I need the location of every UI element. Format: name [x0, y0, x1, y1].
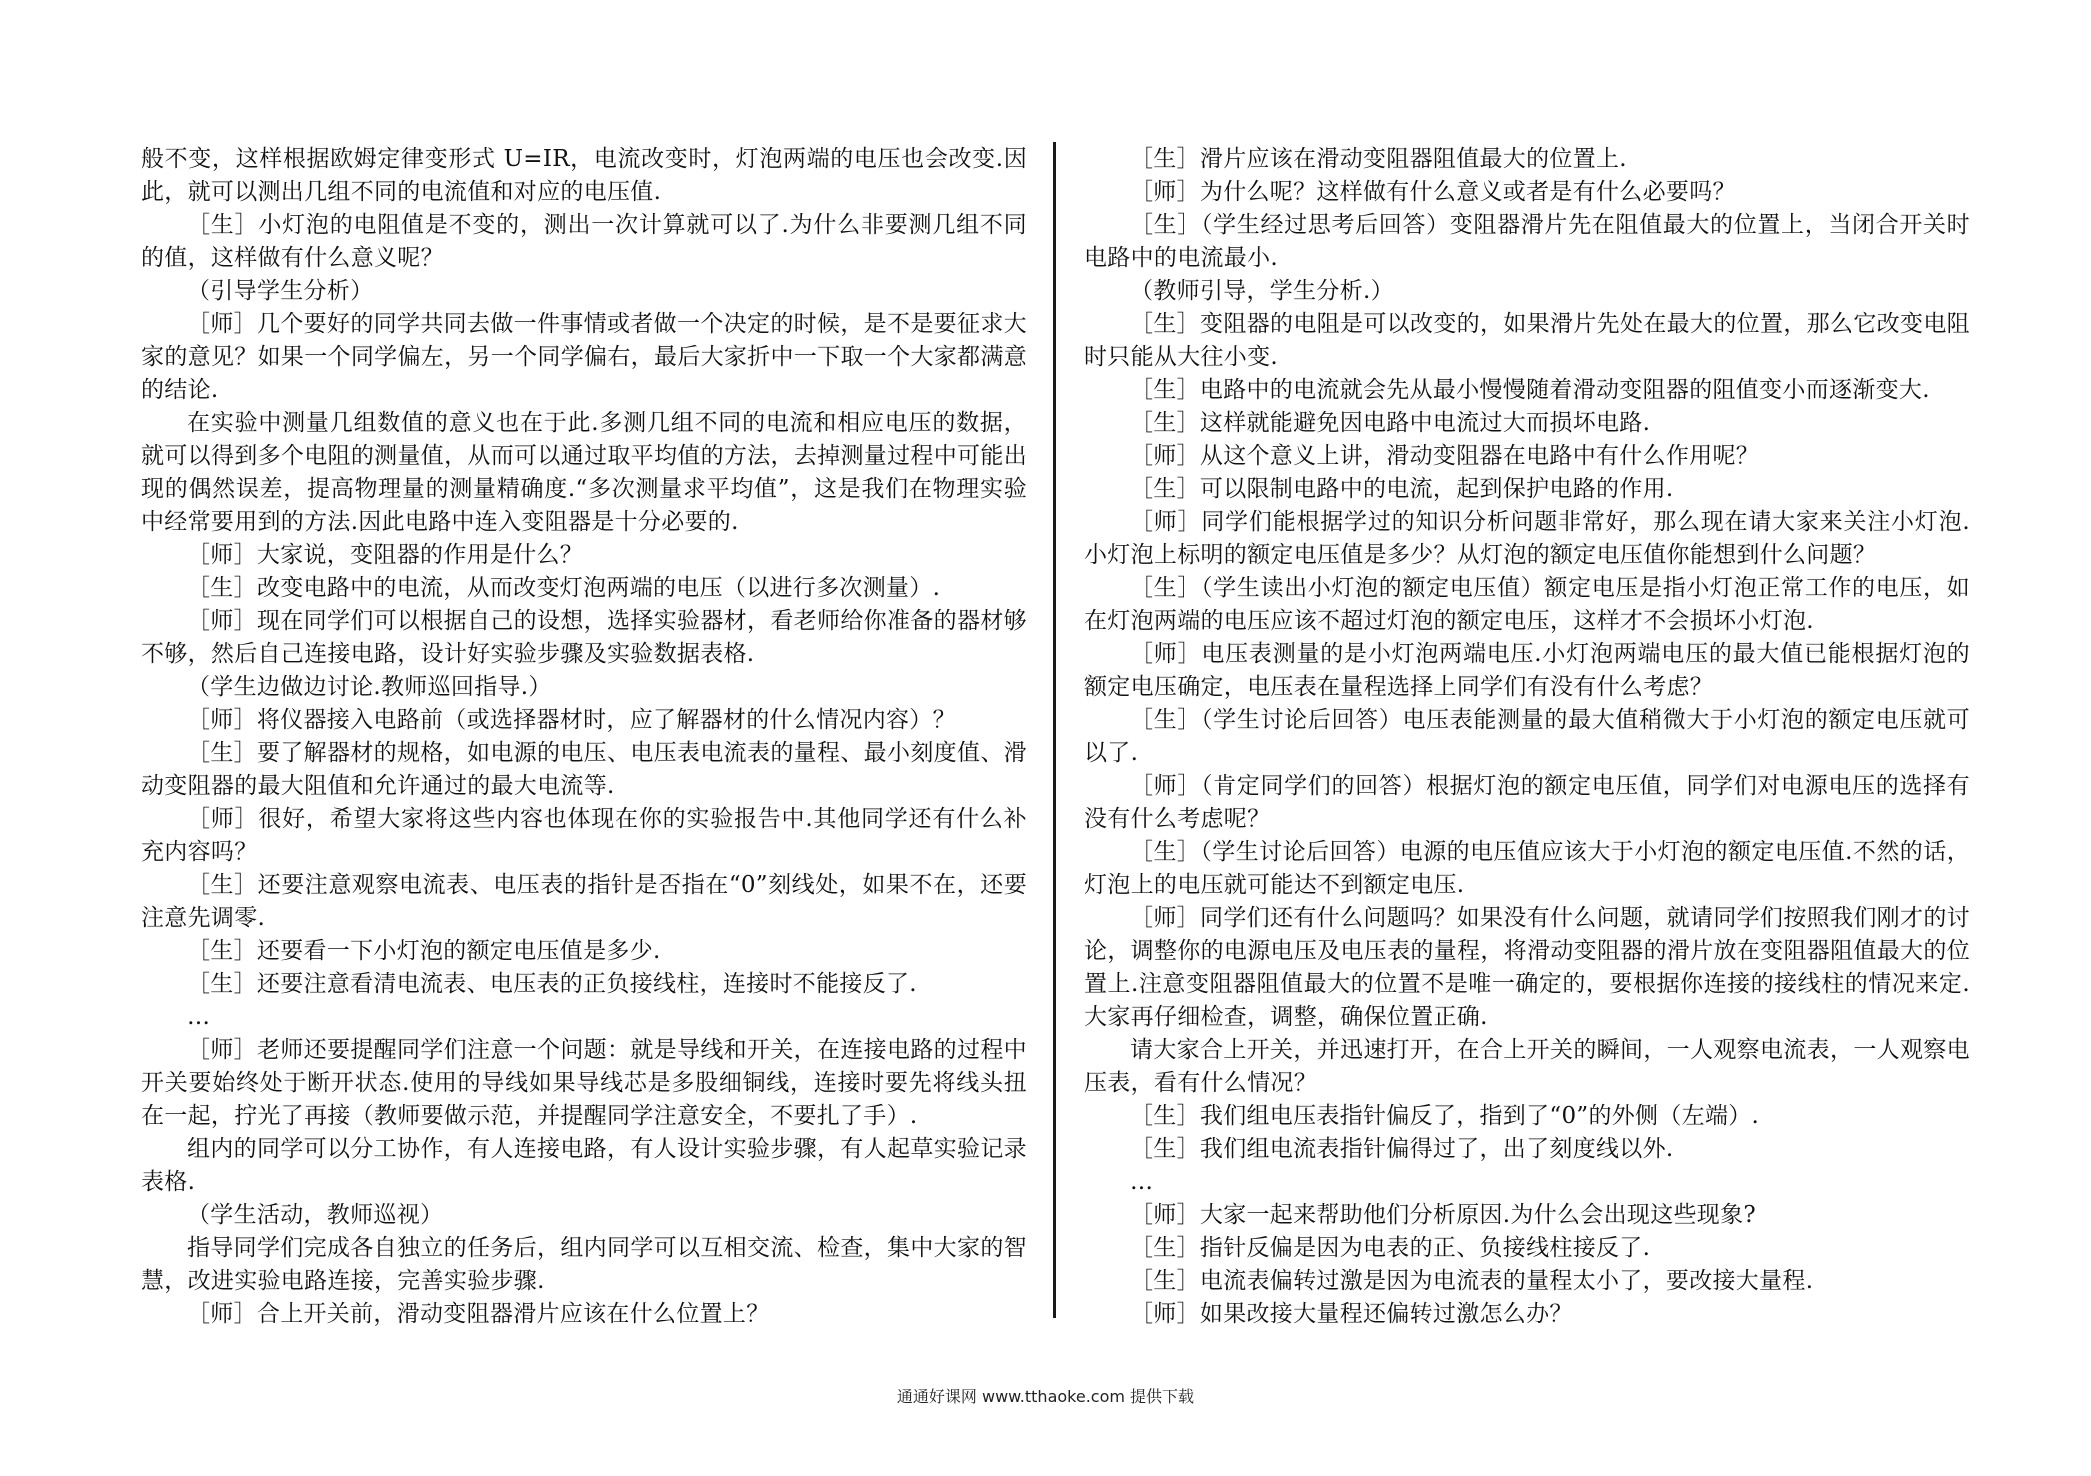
paragraph: ［师］如果改接大量程还偏转过激怎么办？ [1130, 1301, 1573, 1327]
paragraph: ［生］电路中的电流就会先从最小慢慢随着滑动变阻器的阻值变小而逐渐变大. [1130, 377, 1930, 403]
paragraph: （引导学生分析） [187, 278, 374, 304]
column-divider [1053, 142, 1056, 1318]
paragraph: ［师］同学们能根据学过的知识分析问题非常好，那么现在请大家来关注小灯泡.小灯泡上标明的额定电压值是多少？从灯泡的额定电压值你能想到什么问题？ [1084, 509, 1970, 568]
paragraph: ［师］（肯定同学们的回答）根据灯泡的额定电压值，同学们对电源电压的选择有没有什么考虑呢？ [1084, 773, 1970, 832]
paragraph: ［生］改变电路中的电流，从而改变灯泡两端的电压（以进行多次测量）. [187, 575, 941, 601]
paragraph: ［生］我们组电压表指针偏反了，指到了“0”的外侧（左端）. [1130, 1103, 1760, 1129]
paragraph: ［师］为什么呢？这样做有什么意义或者是有什么必要吗？ [1130, 179, 1736, 205]
ellipsis: … [187, 1004, 211, 1030]
footer-credit: 通通好课网 www.tthaoke.com 提供下载 [896, 1387, 1195, 1406]
paragraph: ［生］指针反偏是因为电表的正、负接线柱接反了. [1130, 1235, 1651, 1261]
paragraph: （教师引导，学生分析.） [1130, 278, 1394, 304]
paragraph: ［师］几个要好的同学共同去做一件事情或者做一个决定的时候，是不是要征求大家的意见？如果一个同学偏左，另一个同学偏右，最后大家折中一下取一个大家都满意的结论. [141, 311, 1027, 403]
paragraph: ［生］（学生讨论后回答）电源的电压值应该大于小灯泡的额定电压值.不然的话，灯泡上的电压就可能达不到额定电压. [1084, 839, 1970, 898]
paragraph: ［生］（学生讨论后回答）电压表能测量的最大值稍微大于小灯泡的额定电压就可以了. [1084, 707, 1970, 766]
paragraph: ［师］电压表测量的是小灯泡两端电压.小灯泡两端电压的最大值已能根据灯泡的额定电压确定，电压表在量程选择上同学们有没有什么考虑？ [1084, 641, 1970, 700]
paragraph: ［生］滑片应该在滑动变阻器阻值最大的位置上. [1130, 146, 1627, 172]
paragraph: ［生］（学生经过思考后回答）变阻器滑片先在阻值最大的位置上，当闭合开关时电路中的电流最小. [1084, 212, 1970, 271]
paragraph: ［生］还要看一下小灯泡的额定电压值是多少. [187, 938, 661, 964]
paragraph: 在实验中测量几组数值的意义也在于此.多测几组不同的电流和相应电压的数据，就可以得到多个电阻的测量值，从而可以通过取平均值的方法，去掉测量过程中可能出现的偶然误差，提高物理量的测量精确度.“多次测量求平均值”，这是我们在物理实验中经常要用到的方法.因此电路中连入变阻器是十分必要的. [141, 410, 1027, 535]
paragraph: ［生］变阻器的电阻是可以改变的，如果滑片先处在最大的位置，那么它改变电阻时只能从大往小变. [1084, 311, 1970, 370]
paragraph: ［生］（学生读出小灯泡的额定电压值）额定电压是指小灯泡正常工作的电压，如在灯泡两端的电压应该不超过灯泡的额定电压，这样才不会损坏小灯泡. [1084, 575, 1970, 634]
paragraph: ［师］同学们还有什么问题吗？如果没有什么问题，就请同学们按照我们刚才的讨论，调整你的电源电压及电压表的量程，将滑动变阻器的滑片放在变阻器阻值最大的位置上.注意变阻器阻值最大的位置不是唯一确定的，要根据你连接的接线柱的情况来定.大家再仔细检查，调整，确保位置正确. [1084, 905, 1970, 1030]
paragraph: ［生］电流表偏转过激是因为电流表的量程太小了，要改接大量程. [1130, 1268, 1814, 1294]
ellipsis: … [1130, 1169, 1154, 1195]
paragraph: （学生活动，教师巡视） [187, 1202, 444, 1228]
paragraph: ［生］可以限制电路中的电流，起到保护电路的作用. [1130, 476, 1674, 502]
paragraph: ［生］要了解器材的规格，如电源的电压、电压表电流表的量程、最小刻度值、滑动变阻器的最大阻值和允许通过的最大电流等. [141, 740, 1027, 799]
left-column [141, 143, 1027, 1331]
paragraph: ［师］老师还要提醒同学们注意一个问题：就是导线和开关，在连接电路的过程中开关要始终处于断开状态.使用的导线如果导线芯是多股细铜线，连接时要先将线头扭在一起，拧光了再接（教师要做示范，并提醒同学注意安全，不要扎了手）. [141, 1037, 1027, 1129]
paragraph: ［生］我们组电流表指针偏得过了，出了刻度线以外. [1130, 1136, 1674, 1162]
paragraph: ［师］将仪器接入电路前（或选择器材时，应了解器材的什么情况内容）？ [187, 707, 956, 733]
paragraph: ［生］还要注意观察电流表、电压表的指针是否指在“0”刻线处，如果不在，还要注意先调零. [141, 872, 1027, 931]
paragraph: 指导同学们完成各自独立的任务后，组内同学可以互相交流、检查，集中大家的智慧，改进实验电路连接，完善实验步骤. [141, 1235, 1027, 1294]
paragraph: ［生］还要注意看清电流表、电压表的正负接线柱，连接时不能接反了. [187, 971, 917, 997]
paragraph: 组内的同学可以分工协作，有人连接电路，有人设计实验步骤，有人起草实验记录表格. [141, 1136, 1027, 1195]
paragraph: ［师］从这个意义上讲，滑动变阻器在电路中有什么作用呢？ [1130, 443, 1760, 469]
paragraph: ［师］现在同学们可以根据自己的设想，选择实验器材，看老师给你准备的器材够不够，然后自己连接电路，设计好实验步骤及实验数据表格. [141, 608, 1027, 667]
paragraph: 请大家合上开关，并迅速打开，在合上开关的瞬间，一人观察电流表，一人观察电压表，看有什么情况？ [1084, 1037, 1970, 1096]
paragraph: ［生］这样就能避免因电路中电流过大而损坏电路. [1130, 410, 1651, 436]
paragraph: ［师］大家说，变阻器的作用是什么？ [187, 542, 584, 568]
paragraph: 般不变，这样根据欧姆定律变形式 U=IR，电流改变时，灯泡两端的电压也会改变.因此，就可以测出几组不同的电流值和对应的电压值. [141, 146, 1027, 205]
paragraph: ［师］大家一起来帮助他们分析原因.为什么会出现这些现象? [1130, 1202, 1757, 1228]
paragraph: （学生边做边讨论.教师巡回指导.） [187, 674, 552, 700]
paragraph: ［生］小灯泡的电阻值是不变的，测出一次计算就可以了.为什么非要测几组不同的值，这样做有什么意义呢？ [141, 212, 1027, 271]
right-column [1084, 143, 1970, 1331]
paragraph: ［师］合上开关前，滑动变阻器滑片应该在什么位置上？ [187, 1301, 770, 1327]
paragraph: ［师］很好，希望大家将这些内容也体现在你的实验报告中.其他同学还有什么补充内容吗？ [141, 806, 1027, 865]
